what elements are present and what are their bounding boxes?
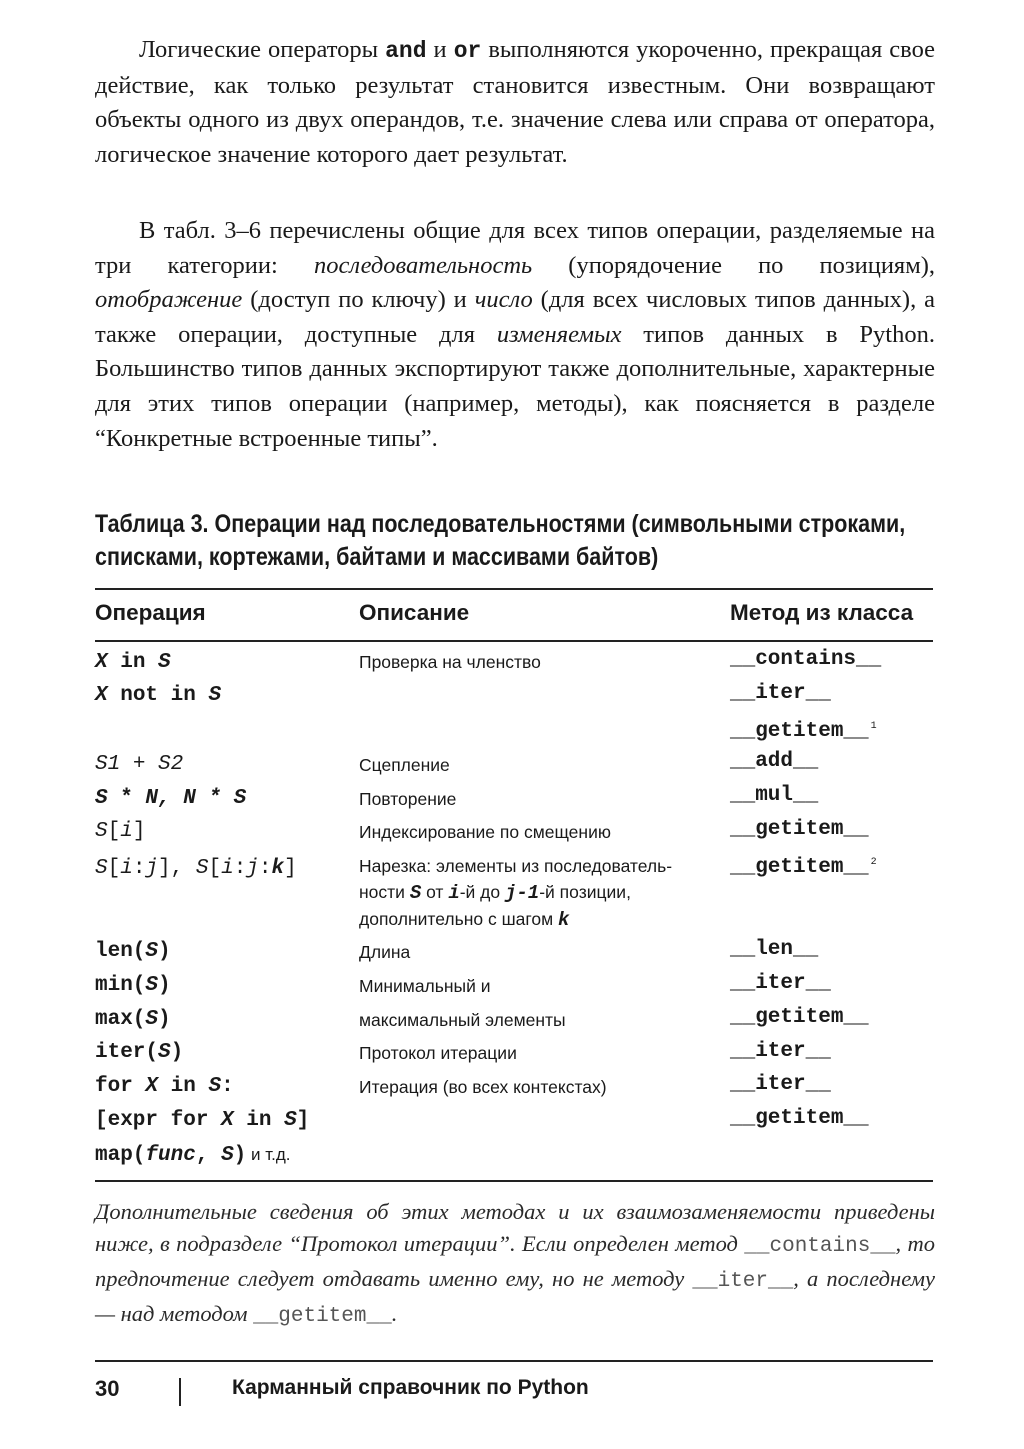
text: i (120, 857, 133, 880)
code-iter: __iter__ (692, 1270, 794, 1293)
text: j-1 (505, 882, 540, 904)
text: S (409, 882, 422, 904)
text: и т.д. (246, 1145, 291, 1164)
text: [ (107, 820, 121, 843)
column-header-operation: Операция (95, 600, 206, 625)
text: k (271, 857, 285, 880)
table-header-rule (95, 640, 933, 642)
text: : (233, 857, 247, 880)
code-and: and (385, 38, 427, 64)
text: ности (359, 882, 410, 902)
text: i (120, 820, 133, 843)
text: S (221, 1144, 234, 1167)
text: S (158, 1041, 171, 1064)
text: , а последнему — над методом (95, 1266, 935, 1326)
table-row-operation (95, 1008, 171, 1031)
text: ], (158, 857, 196, 880)
text: , (195, 1144, 222, 1167)
table-row-operation (95, 1041, 183, 1064)
text: j (145, 857, 159, 880)
footer-separator (179, 1378, 181, 1406)
table-row-description: Итерация (во всех контекстах) (359, 1077, 607, 1097)
text: ) (170, 1041, 184, 1064)
table-row-method: __iter__ (730, 1040, 831, 1063)
table-row-operation (95, 651, 171, 674)
column-header-method: Метод из класса (730, 600, 914, 625)
text: : (132, 857, 146, 880)
table-row-method: __getitem__ (730, 1006, 869, 1029)
text: map( (95, 1144, 146, 1167)
text: S (95, 787, 108, 810)
table-row-operation (95, 787, 246, 810)
text: S (145, 940, 159, 963)
table-bottom-rule (95, 1180, 933, 1182)
text: (для всех числовых типов данных), а также операции, доступные для (95, 286, 935, 348)
text: __getitem__ (730, 720, 869, 743)
code-or: or (453, 38, 482, 64)
footnote-marker: 1 (870, 721, 877, 732)
text: * (107, 787, 146, 810)
text: выполняются укороченно, прекращая свое действие, как только результат становится известным. Они возвращают объекты одного из двух операндов, т.е. значение слева или справа от оператора, логическое значение которого дает результат. (95, 36, 935, 168)
text: N, N * S (145, 787, 247, 810)
table-row-method: __add__ (730, 750, 819, 773)
text: В табл. 3–6 перечислены общие для всех типов операции, разделяемые на три категории: (95, 217, 935, 279)
text: j (246, 857, 259, 880)
text: [expr for (95, 1109, 222, 1132)
text: ) (158, 1008, 171, 1031)
table-row-operation (95, 1144, 291, 1167)
table-row-operation (95, 1075, 234, 1098)
table-row-description: Индексирование по смещению (359, 822, 611, 842)
table-row-operation (95, 940, 171, 963)
text: : (258, 857, 272, 880)
table-row-method: __getitem__ (730, 1107, 869, 1130)
table-row-method: __len__ (730, 938, 819, 961)
text: in (158, 1075, 209, 1098)
column-header-description: Описание (359, 600, 470, 625)
text: min( (95, 974, 146, 997)
text: (упорядочение по позициям), (532, 251, 935, 279)
footer-rule (95, 1360, 933, 1362)
text: i (448, 882, 460, 904)
text: ) (233, 1144, 247, 1167)
text: ] (284, 857, 297, 880)
table-row-description: Минимальный и (359, 976, 491, 996)
table-row-description (359, 853, 672, 933)
text: S (208, 684, 222, 707)
text: типов данных в Python. Большинство типов данных экспортируют также дополнительные, характерные для этих типов операции (например, методы), как поясняется в разделе “Конкретные встроенные типы”. (95, 320, 935, 452)
text: и (426, 36, 454, 63)
text: len( (95, 940, 146, 963)
text: ] (296, 1109, 310, 1132)
footnote-marker: 2 (870, 857, 877, 868)
table-top-rule (95, 588, 933, 590)
text: max( (95, 1008, 146, 1031)
table-row-method (730, 720, 877, 743)
term-mapping: отображение (95, 286, 243, 314)
text: ) (158, 974, 171, 997)
table-row-operation (95, 684, 221, 707)
text: X (221, 1109, 234, 1132)
table-note (95, 1196, 935, 1333)
table-row-description: Повторение (359, 789, 457, 809)
table-row-operation (95, 820, 145, 843)
text: (доступ по ключу) и (242, 286, 475, 314)
text: iter( (95, 1041, 159, 1064)
text: S2 (158, 753, 184, 776)
text: S (145, 974, 159, 997)
table-row-description: Протокол итерации (359, 1043, 517, 1063)
text: S (195, 857, 209, 880)
table-row-description: максимальный элементы (359, 1010, 566, 1030)
text: -й позиции, (539, 882, 631, 902)
text: -й до (459, 882, 505, 902)
text-line (359, 879, 672, 906)
text: S (284, 1109, 297, 1132)
text: : (221, 1075, 234, 1098)
text: + (120, 753, 159, 776)
text: in (107, 651, 159, 674)
text: func (145, 1144, 196, 1167)
text: for (95, 1075, 146, 1098)
text: [ (107, 857, 121, 880)
text: . (391, 1301, 398, 1326)
table-row-description: Сцепление (359, 755, 450, 775)
text: __getitem__ (730, 856, 869, 879)
table-row-method: __mul__ (730, 784, 819, 807)
table-caption: Таблица 3. Операции над последовательностями (символьными строками, списками, кортежами, байтами и массивами байтов) (95, 510, 906, 571)
paragraph-logical-operators (95, 33, 935, 172)
text: от (421, 882, 449, 902)
text: ) (158, 940, 171, 963)
text: Дополнительные сведения об этих методах и их взаимозаменяемости приведены ниже, в подразделе “Протокол итерации”. Если определен метод (95, 1199, 935, 1256)
text: S1 (95, 753, 121, 776)
table-row-method (730, 856, 877, 879)
code-getitem: __getitem__ (253, 1305, 392, 1328)
term-mutable: изменяемых (496, 320, 622, 348)
table-row-operation (95, 1109, 309, 1132)
text: дополнительно с шагом (359, 909, 558, 929)
text: S (145, 1008, 159, 1031)
table-row-method: __iter__ (730, 972, 831, 995)
term-number: число (474, 286, 533, 314)
table-row-method: __getitem__ (730, 818, 869, 841)
book-title: Карманный справочник по Python (232, 1376, 589, 1399)
text: S (158, 651, 171, 674)
text: [ (208, 857, 222, 880)
text: X (95, 684, 108, 707)
term-sequence: последовательность (313, 251, 533, 279)
table-row-method: __iter__ (730, 682, 831, 705)
text: S (95, 857, 108, 880)
table-row-operation (95, 974, 171, 997)
text: X (95, 651, 108, 674)
text: i (221, 857, 234, 880)
text-line (359, 906, 672, 933)
table-row-description: Проверка на членство (359, 652, 541, 672)
text: Логические операторы (139, 36, 386, 63)
paragraph-operation-categories (95, 214, 935, 456)
table-row-method: __contains__ (730, 648, 882, 671)
text: Нарезка: элементы из последователь- (359, 856, 673, 876)
text: S (208, 1075, 222, 1098)
text: ] (132, 820, 146, 843)
table-row-operation (95, 857, 297, 880)
text: not in (107, 684, 209, 707)
table-row-description: Длина (359, 942, 411, 962)
table-row-operation (95, 753, 183, 776)
text: S (95, 820, 108, 843)
text: X (145, 1075, 159, 1098)
text: , то предпочтение следует отдавать именно ему, но не методу (95, 1231, 936, 1291)
table-row-method: __iter__ (730, 1073, 831, 1096)
text: k (558, 909, 570, 931)
text: in (233, 1109, 285, 1132)
code-contains: __contains__ (744, 1235, 896, 1258)
page-number: 30 (95, 1376, 120, 1401)
